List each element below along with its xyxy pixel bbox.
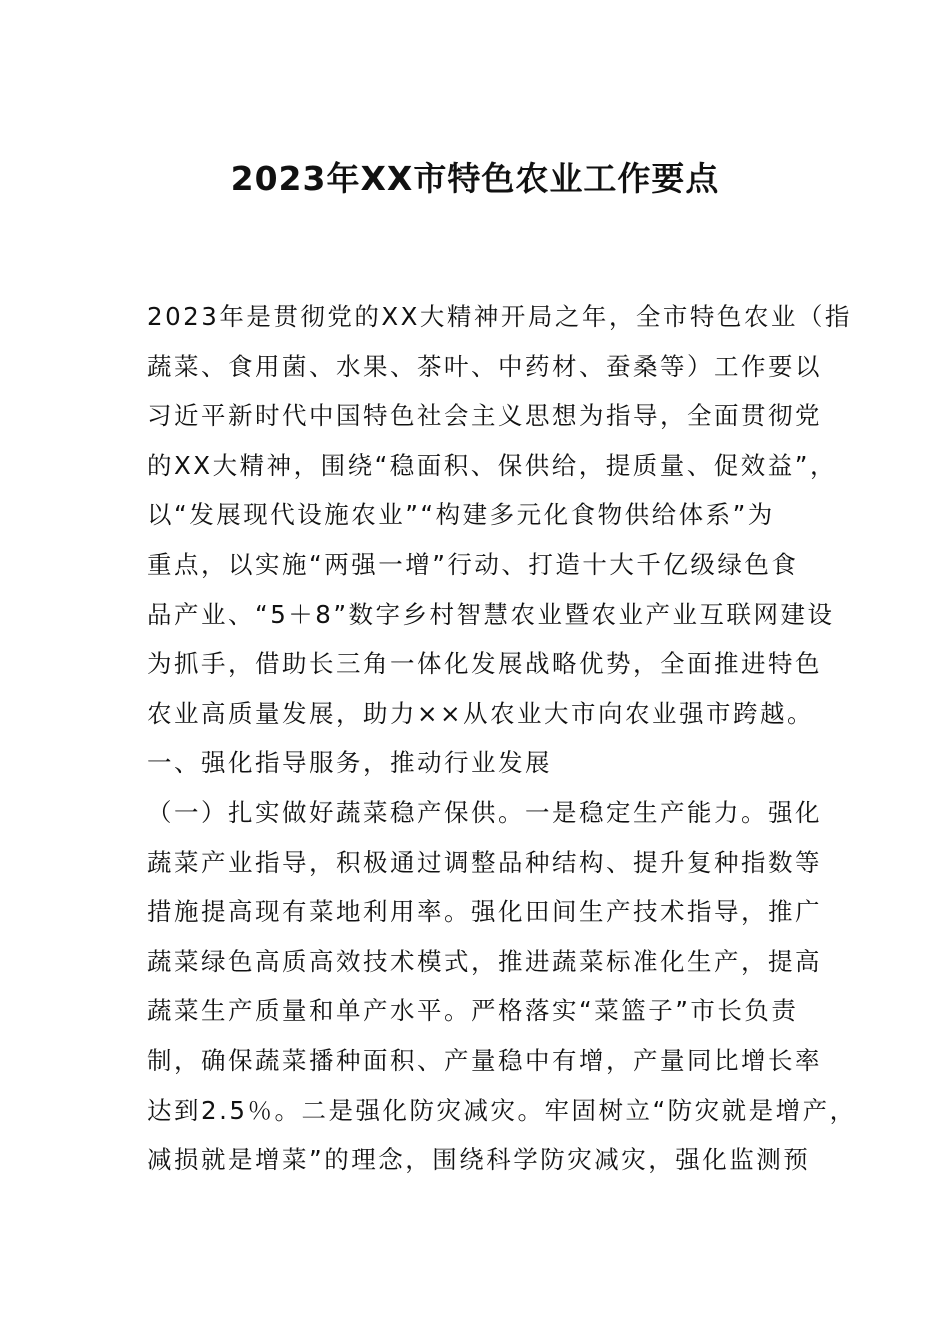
body-line: （一）扎实做好蔬菜稳产保供。一是稳定生产能力。强化 [147,797,822,827]
body-line: 蔬菜、食用菌、水果、茶叶、中药材、蚕桑等）工作要以 [147,351,822,381]
document-title: 2023年XX市特色农业工作要点 [230,159,720,198]
section-heading: 一、强化指导服务，推动行业发展 [147,748,552,778]
body-line: 减损就是增菜”的理念，围绕科学防灾减灾，强化监测预 [147,1145,811,1175]
body-line: 蔬菜生产质量和单产水平。严格落实“菜篮子”市长负责 [147,996,799,1026]
body-line: 农业高质量发展，助力××从农业大市向农业强市跨越。 [147,698,815,728]
body-line: 达到2.5％。二是强化防灾减灾。牢固树立“防灾就是增产， [147,1095,857,1125]
body-line: 2023年是贯彻党的XX大精神开局之年，全市特色农业（指 [147,302,852,331]
body-line: 的XX大精神，围绕“稳面积、保供给，提质量、促效益”， [147,450,837,480]
body-line: 习近平新时代中国特色社会主义思想为指导，全面贯彻党 [147,401,822,431]
body-line: 蔬菜绿色高质高效技术模式，推进蔬菜标准化生产，提高 [147,946,822,976]
body-line: 重点，以实施“两强一增”行动、打造十大千亿级绿色食 [147,549,799,579]
body-line: 品产业、“5＋8”数字乡村智慧农业暨农业产业互联网建设 [147,599,835,629]
body-line: 措施提高现有菜地利用率。强化田间生产技术指导，推广 [147,897,822,927]
body-line: 制，确保蔬菜播种面积、产量稳中有增，产量同比增长率 [147,1045,822,1075]
body-line: 以“发展现代设施农业”“构建多元化食物供给体系”为 [147,500,775,530]
body-line: 蔬菜产业指导，积极通过调整品种结构、提升复种指数等 [147,847,822,877]
document-body [147,292,857,1185]
body-line: 为抓手，借助长三角一体化发展战略优势，全面推进特色 [147,649,822,679]
